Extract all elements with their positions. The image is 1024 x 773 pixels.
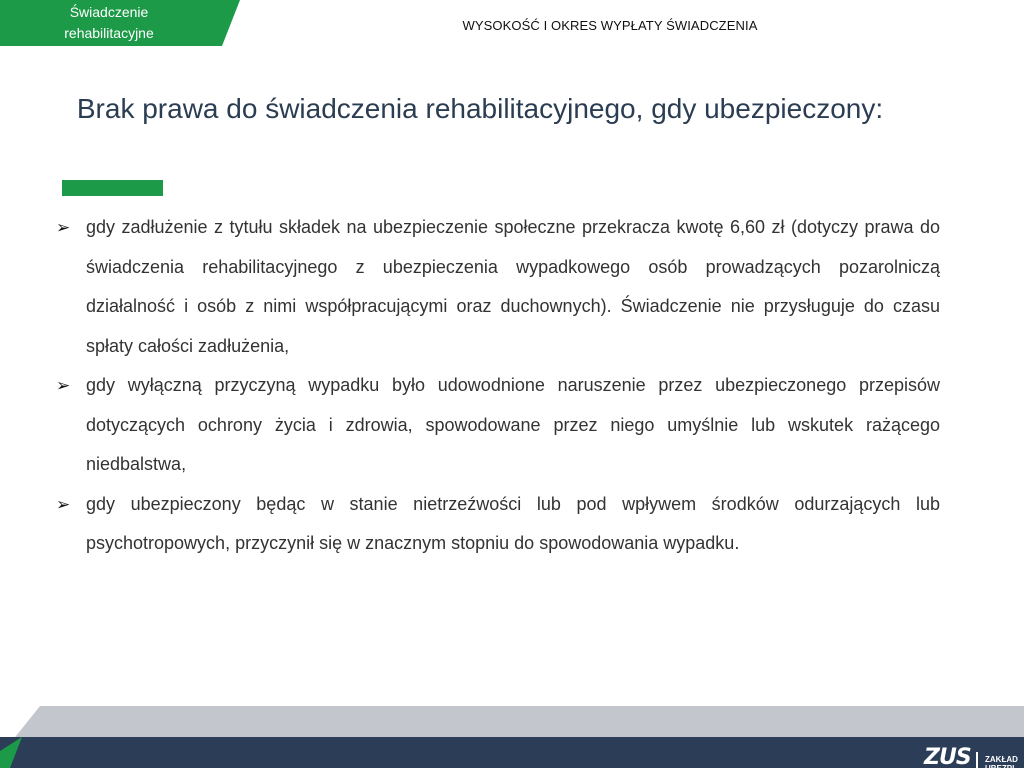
- logo-divider: [976, 752, 978, 768]
- arrow-bullet-icon: ➢: [56, 494, 71, 514]
- section-tab-label: Świadczenie rehabilitacyjne: [64, 4, 154, 41]
- logo-subtext: ZAKŁAD UBEZPI: [985, 755, 1018, 773]
- arrow-bullet-icon: ➢: [56, 218, 71, 237]
- list-item-text: gdy zadłużenie z tytułu składek na ubezpieczenie społeczne przekracza kwotę 6,60 zł (dotyczy prawa do świadczenia rehabilitacyjnego z ubezpieczenia wypadkowego osób prowadzących pozarolniczą działalność i osób z nimi współpracującymi oraz duchownych). Świadczenie nie przysługuje do czasu spłaty całości zadłużenia,: [86, 217, 940, 356]
- footer-bar: [0, 737, 1024, 768]
- page-title: Brak prawa do świadczenia rehabilitacyjnego, gdy ubezpieczony:: [76, 93, 884, 124]
- list-item: [56, 366, 940, 485]
- header-title: WYSOKOŚĆ I OKRES WYPŁATY ŚWIADCZENIA: [462, 18, 758, 33]
- accent-bar: [62, 180, 163, 196]
- bullet-list: [56, 208, 940, 564]
- arrow-bullet-icon: ➢: [56, 376, 71, 395]
- list-item: [56, 208, 940, 366]
- zus-logo: ZUS: [924, 745, 971, 770]
- list-item: [56, 485, 940, 564]
- list-item-text: gdy ubezpieczony będąc w stanie nietrzeźwości lub pod wpływem środków odurzających lub psychotropowych, przyczynił się w znacznym stopniu do spowodowania wypadku.: [86, 493, 940, 553]
- list-item-text: gdy wyłączną przyczyną wypadku było udowodnione naruszenie przez ubezpieczonego przepisów dotyczących ochrony życia i zdrowia, spowodowane przez niego umyślnie lub wskutek rażącego niedbalstwa,: [86, 375, 940, 474]
